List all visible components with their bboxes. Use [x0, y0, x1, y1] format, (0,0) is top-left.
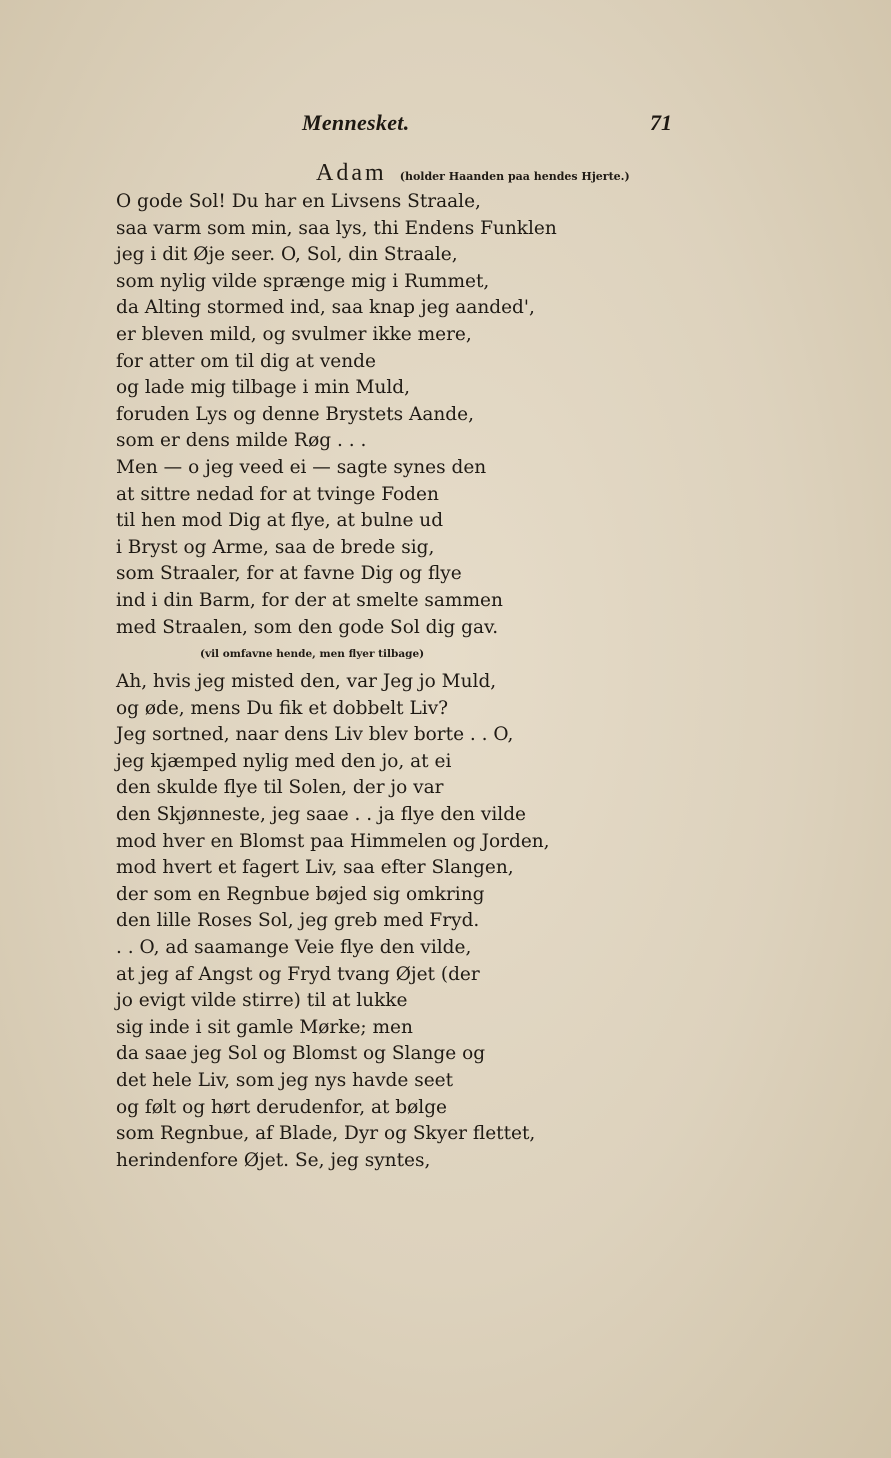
verse-line: mod hvert et fagert Liv, saa efter Slangen,: [116, 857, 514, 879]
verse-line: og følt og hørt derudenfor, at bølge: [116, 1096, 447, 1118]
verse-line: da saae jeg Sol og Blomst og Slange og: [116, 1043, 486, 1065]
verse-line: da Alting stormed ind, saa knap jeg aanded',: [116, 297, 535, 319]
verse-block-1: [116, 189, 557, 641]
verse-line: Ah, hvis jeg misted den, var Jeg jo Muld,: [116, 671, 497, 692]
verse-block-2: [116, 669, 550, 1174]
stage-direction: (vil omfavne hende, men flyer tilbage): [200, 648, 425, 660]
verse-line: der som en Regnbue bøjed sig omkring: [116, 883, 485, 905]
speaker-stage-direction: (holder Haanden paa hendes Hjerte.): [399, 170, 630, 183]
verse-line: og lade mig tilbage i min Muld,: [116, 377, 411, 399]
verse-line: jo evigt vilde stirre) til at lukke: [116, 990, 408, 1012]
verse-line: i Bryst og Arme, saa de brede sig,: [116, 536, 435, 558]
speaker-heading: [316, 160, 630, 187]
verse-line: O gode Sol! Du har en Livsens Straale,: [116, 191, 481, 212]
verse-line: for atter om til dig at vende: [116, 350, 376, 372]
verse-line: at jeg af Angst og Fryd tvang Øjet (der: [116, 963, 480, 985]
verse-line: den Skjønneste, jeg saae . . ja flye den vilde: [116, 803, 526, 825]
verse-line: er bleven mild, og svulmer ikke mere,: [116, 323, 472, 345]
verse-line: Jeg sortned, naar dens Liv blev borte . . O,: [116, 724, 514, 746]
verse-line: mod hver en Blomst paa Himmelen og Jorden,: [116, 830, 550, 852]
verse-line: Men — o jeg veed ei — sagte synes den: [116, 456, 487, 478]
running-title: Mennesket.: [302, 110, 410, 135]
verse-line: saa varm som min, saa lys, thi Endens Funklen: [116, 217, 557, 239]
verse-line: foruden Lys og denne Brystets Aande,: [116, 403, 474, 425]
verse-line: sig inde i sit gamle Mørke; men: [116, 1016, 413, 1038]
speaker-name: Adam: [316, 160, 387, 186]
verse-line: med Straalen, som den gode Sol dig gav.: [116, 616, 499, 638]
verse-line: som nylig vilde sprænge mig i Rummet,: [116, 270, 490, 292]
verse-line: jeg kjæmped nylig med den jo, at ei: [116, 750, 452, 772]
verse-line: ind i din Barm, for der at smelte sammen: [116, 589, 503, 611]
verse-line: herindenfore Øjet. Se, jeg syntes,: [116, 1149, 431, 1171]
verse-line: som Straaler, for at favne Dig og flye: [116, 563, 462, 585]
verse-line: som Regnbue, af Blade, Dyr og Skyer flettet,: [116, 1123, 536, 1145]
verse-line: som er dens milde Røg . . .: [116, 430, 367, 452]
verse-line: det hele Liv, som jeg nys havde seet: [116, 1069, 454, 1091]
verse-line: . . O, ad saamange Veie flye den vilde,: [116, 936, 472, 958]
verse-line: og øde, mens Du fik et dobbelt Liv?: [116, 697, 449, 719]
verse-line: jeg i dit Øje seer. O, Sol, din Straale,: [116, 244, 458, 266]
verse-line: til hen mod Dig at flye, at bulne ud: [116, 510, 444, 532]
page-number: 71: [650, 110, 672, 135]
verse-line: den skulde flye til Solen, der jo var: [116, 777, 444, 799]
verse-line: at sittre nedad for at tvinge Foden: [116, 483, 439, 505]
verse-line: den lille Roses Sol, jeg greb med Fryd.: [116, 910, 480, 932]
